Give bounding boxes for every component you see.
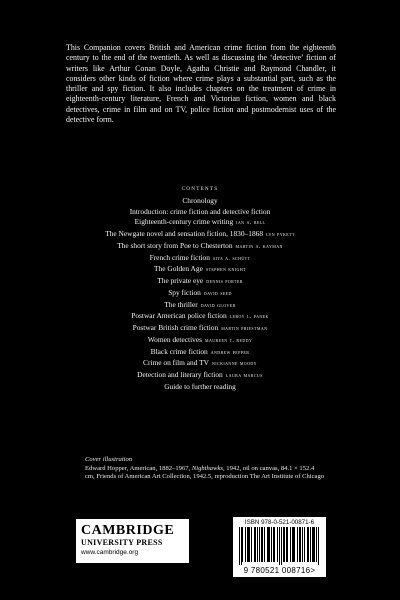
contents-entry-title: Black crime fiction xyxy=(150,346,208,356)
credit-prefix: Edward Hopper, American, 1882–1967, xyxy=(85,464,192,472)
contents-entry xyxy=(40,370,360,382)
barcode-bar xyxy=(293,527,294,562)
barcode-bar xyxy=(262,527,263,562)
barcode-bar xyxy=(290,527,291,562)
barcode-bar xyxy=(318,527,319,565)
contents-entry-title: Crime on film and TV xyxy=(143,358,210,368)
publisher-website: www.cambridge.org xyxy=(81,549,139,556)
contents-entry-title: The Golden Age xyxy=(154,264,203,274)
contents-entry-title: Spy fiction xyxy=(168,287,201,297)
contents-entry-author: ian a. bell xyxy=(236,219,266,227)
contents-entry-title: Chronology xyxy=(182,195,218,205)
back-cover-blurb: This Companion covers British and American crime fiction from the eighteenth century to the end of the twentieth. As well as discussing the ‘detective’ fiction of writers like Arthur Conan Doyle, Agatha Christie and Raymond Chandler, it considers other kinds of fiction where crime plays a substantial part, such as the thriller and spy fiction. It also includes chapters on the treatment of crime in eighteenth-century literature, French and Victorian fiction, women and black detectives, crime in film and on TV, police fiction and postmodernist uses of the detective form. xyxy=(66,43,336,125)
credit-suffix: , 1942, oil on canvas, 84.1 × 152.4 cm, Friends of American Art Collection, 1942.5, reproduction The Art Institute of Chicago xyxy=(85,464,325,481)
contents-entry-title: Guide to further reading xyxy=(164,381,236,391)
barcode-bar xyxy=(300,527,301,562)
barcode-bar xyxy=(242,527,243,562)
contents-heading: CONTENTS xyxy=(181,186,219,192)
barcode-bar xyxy=(294,527,295,562)
contents-entry xyxy=(40,311,360,323)
barcode-bar xyxy=(249,527,250,562)
barcode-bar xyxy=(279,527,280,565)
barcode-bar xyxy=(299,527,300,562)
barcode-bar xyxy=(248,527,249,562)
contents-entry xyxy=(40,196,360,207)
barcode-bar xyxy=(247,527,248,562)
barcode-bar xyxy=(245,527,246,562)
contents-entry-author: leroy l. panek xyxy=(229,313,269,321)
cover-illustration-text xyxy=(85,465,325,482)
barcode-bar xyxy=(284,527,285,562)
contents-entry-author: martin priestman xyxy=(221,325,268,332)
barcode-bar xyxy=(261,527,262,562)
barcode-bar xyxy=(239,527,240,565)
contents-entry xyxy=(40,382,360,393)
credit-painting-title: Nighthawks xyxy=(191,464,223,472)
contents-entry-author: martin a. kayman xyxy=(235,242,283,250)
barcode-bars xyxy=(239,527,320,565)
contents-entry-author: stephen knight xyxy=(205,266,246,274)
barcode-bar xyxy=(297,527,298,562)
contents-entry-title: Detection and literary fiction xyxy=(137,370,223,379)
contents-entry-title: Women detectives xyxy=(147,334,202,344)
barcode-bar xyxy=(281,527,282,565)
contents-entry-author: sita a. schütt xyxy=(212,254,251,262)
barcode-bar xyxy=(286,527,287,562)
contents-entry xyxy=(40,288,360,300)
contents-entry xyxy=(40,217,360,229)
contents-entry xyxy=(40,264,360,276)
barcode-bar xyxy=(277,527,278,562)
barcode-bar xyxy=(312,527,313,562)
contents-section xyxy=(40,184,360,393)
contents-entry-author: andrew pepper xyxy=(210,348,250,356)
contents-entry xyxy=(40,335,360,347)
contents-entry xyxy=(40,358,360,370)
barcode-bar xyxy=(271,527,272,562)
barcode-price-mark: > xyxy=(310,566,316,575)
contents-entry-title: The thriller xyxy=(164,299,198,309)
barcode-bar xyxy=(302,527,303,562)
barcode-bar xyxy=(255,527,256,562)
barcode-bar xyxy=(316,527,317,562)
contents-entry-author: dennis porter xyxy=(206,278,243,285)
barcode-bar xyxy=(268,527,269,562)
contents-entry xyxy=(40,253,360,265)
barcode-bar xyxy=(314,527,315,562)
publisher-name-line2: UNIVERSITY PRESS xyxy=(81,538,163,547)
barcode-bar xyxy=(292,527,293,562)
contents-entry xyxy=(40,241,360,253)
barcode-bar xyxy=(257,527,258,562)
cambridge-university-press-logo xyxy=(76,519,189,563)
barcode-bar xyxy=(304,527,305,562)
contents-entry xyxy=(40,300,360,312)
contents-entry-title: The private eye xyxy=(157,276,204,285)
publisher-name-line1: CAMBRIDGE xyxy=(81,523,175,538)
barcode-bar xyxy=(264,527,265,562)
contents-entry-author: maureen t. reddy xyxy=(205,336,253,344)
barcode-bar xyxy=(273,527,274,562)
contents-entry xyxy=(40,323,360,335)
barcode-number: 9 780521 008716 xyxy=(243,566,311,575)
contents-entry-title: Postwar American police fiction xyxy=(131,311,227,321)
contents-entry-title: Postwar British crime fiction xyxy=(132,323,219,332)
barcode-digits xyxy=(233,566,326,575)
barcode-bar xyxy=(308,527,309,562)
contents-entry-title: Introduction: crime fiction and detective fiction xyxy=(129,206,271,216)
barcode-bar xyxy=(259,527,260,562)
contents-entry xyxy=(40,207,360,218)
contents-entry xyxy=(40,276,360,288)
contents-entry-title: The short story from Poe to Chesterton xyxy=(117,240,233,250)
contents-list xyxy=(40,196,360,393)
cover-illustration-heading: Cover illustration xyxy=(85,456,133,463)
barcode-bar xyxy=(274,527,275,562)
barcode-bar xyxy=(269,527,270,562)
contents-entry xyxy=(40,229,360,241)
isbn-barcode xyxy=(233,517,326,577)
contents-entry-author: nickianne moody xyxy=(212,360,257,368)
contents-entry-title: French crime fiction xyxy=(149,252,210,262)
contents-entry-title: The Newgate novel and sensation fiction, 1830–1868 xyxy=(105,229,264,238)
barcode-bar xyxy=(251,527,252,562)
contents-entry-author: david seed xyxy=(203,289,232,297)
barcode-bar xyxy=(283,527,284,562)
barcode-bar xyxy=(241,527,242,565)
barcode-bar xyxy=(310,527,311,562)
barcode-bar xyxy=(267,527,268,562)
contents-entry-author: laura marcus xyxy=(225,372,263,379)
cover-illustration-credit xyxy=(85,456,325,482)
barcode-bar xyxy=(287,527,288,562)
contents-entry-title: Eighteenth-century crime writing xyxy=(134,217,234,227)
barcode-bar xyxy=(254,527,255,562)
barcode-bar xyxy=(313,527,314,562)
contents-entry xyxy=(40,347,360,359)
isbn-label: ISBN 978-0-521-00871-6 xyxy=(244,519,315,526)
contents-entry-author: david glover xyxy=(200,301,236,309)
contents-entry-author: lyn pykett xyxy=(266,231,295,238)
barcode-bar xyxy=(307,527,308,562)
